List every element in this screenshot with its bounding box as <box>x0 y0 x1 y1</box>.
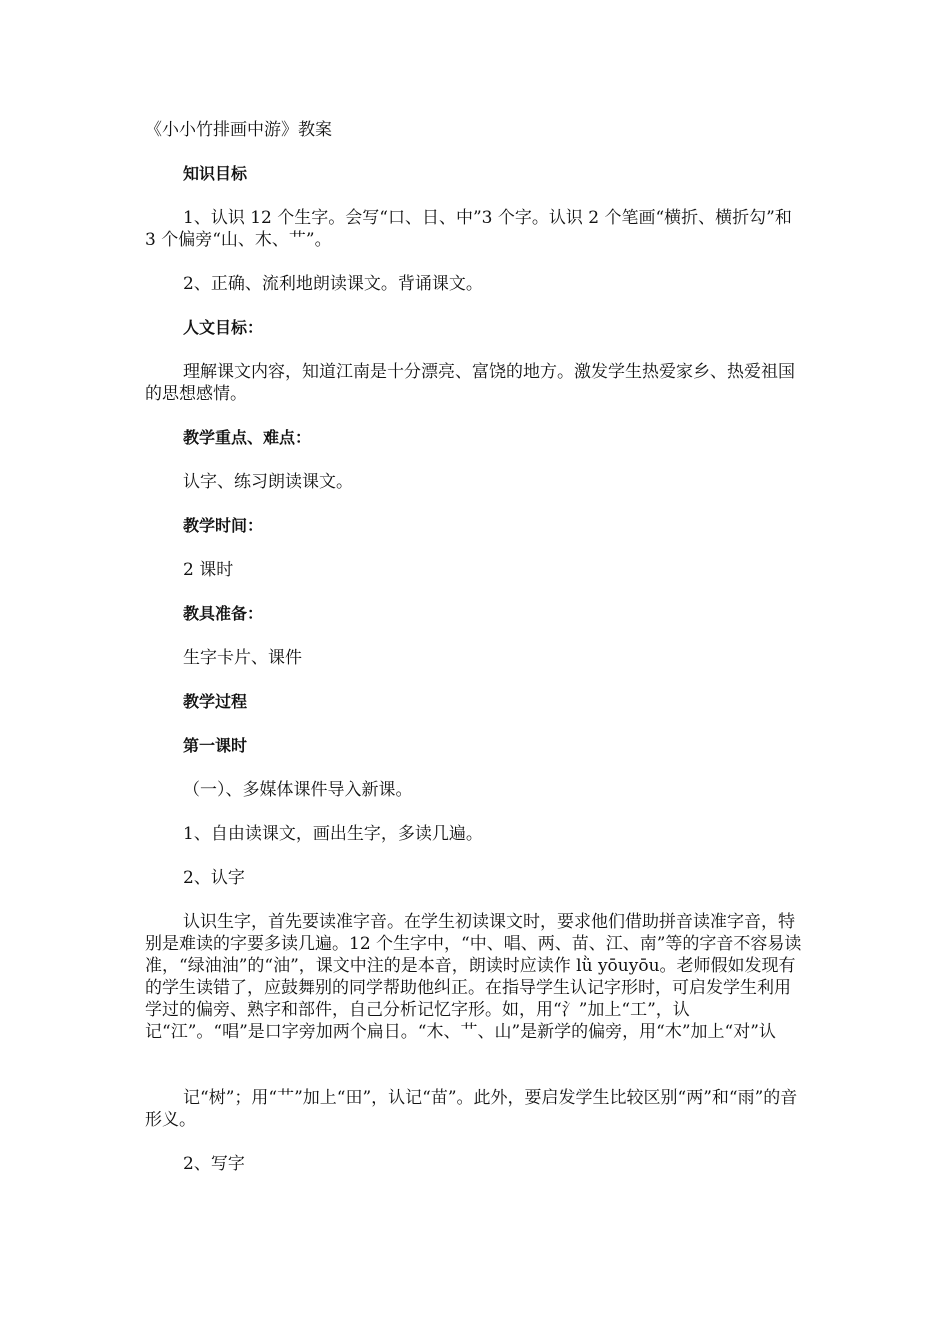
paragraph-knowledge-1: 1、认识 12 个生字。会写“口、日、中”3 个字。认识 2 个笔画“横折、横折勾”和 3 个偏旁“山、木、艹”。 <box>145 208 792 250</box>
paragraph-time: 2 课时 <box>183 560 234 580</box>
paragraph-step-1-1: 1、自由读课文，画出生字，多读几遍。 <box>183 824 483 844</box>
paragraph-knowledge-2: 2、正确、流利地朗读课文。背诵课文。 <box>183 274 483 294</box>
heading-knowledge-goals: 知识目标 <box>183 164 248 183</box>
document-title: 《小小竹排画中游》教案 <box>145 120 332 140</box>
paragraph-step-1: （一）、多媒体课件导入新课。 <box>183 780 413 800</box>
heading-focus: 教学重点、难点： <box>183 428 312 447</box>
heading-process: 教学过程 <box>183 692 248 711</box>
paragraph-step-1-2: 2、认字 <box>183 868 245 888</box>
heading-tools: 教具准备： <box>183 604 264 623</box>
paragraph-step-1-2-continued: 记“树”；用“艹”加上“田”，认记“苗”。此外，要启发学生比较区别“两”和“雨”的音形义。 <box>145 1088 798 1130</box>
paragraph-step-1-2-body: 认识生字，首先要读准字音。在学生初读课文时，要求他们借助拼音读准字音，特别是难读的字要多读几遍。12 个生字中，“中、唱、两、苗、江、南”等的字音不容易读准，“绿油油”的“油”，课文中注的是本音，朗读时应读作 lǜ yōuyōu。老师假如发现有的学生读错了，应鼓舞别的同学帮助他纠正。在指导学生认记字形时，可启发学生利用学过的偏旁、熟字和部件，自己分析记忆字形。如，用“氵”加上“工”，认记“江”。“唱”是口字旁加两个扁日。“木、艹、山”是新学的偏旁，用“木”加上“对”认 <box>145 912 802 1042</box>
paragraph-step-1-3: 2、写字 <box>183 1154 245 1174</box>
heading-time: 教学时间： <box>183 516 264 535</box>
heading-humanity-goals: 人文目标： <box>183 318 264 337</box>
paragraph-focus: 认字、练习朗读课文。 <box>183 472 353 492</box>
paragraph-humanity: 理解课文内容，知道江南是十分漂亮、富饶的地方。激发学生热爱家乡、热爱祖国的思想感情。 <box>145 362 795 404</box>
heading-lesson-1: 第一课时 <box>183 736 248 755</box>
paragraph-tools: 生字卡片、课件 <box>183 648 302 668</box>
